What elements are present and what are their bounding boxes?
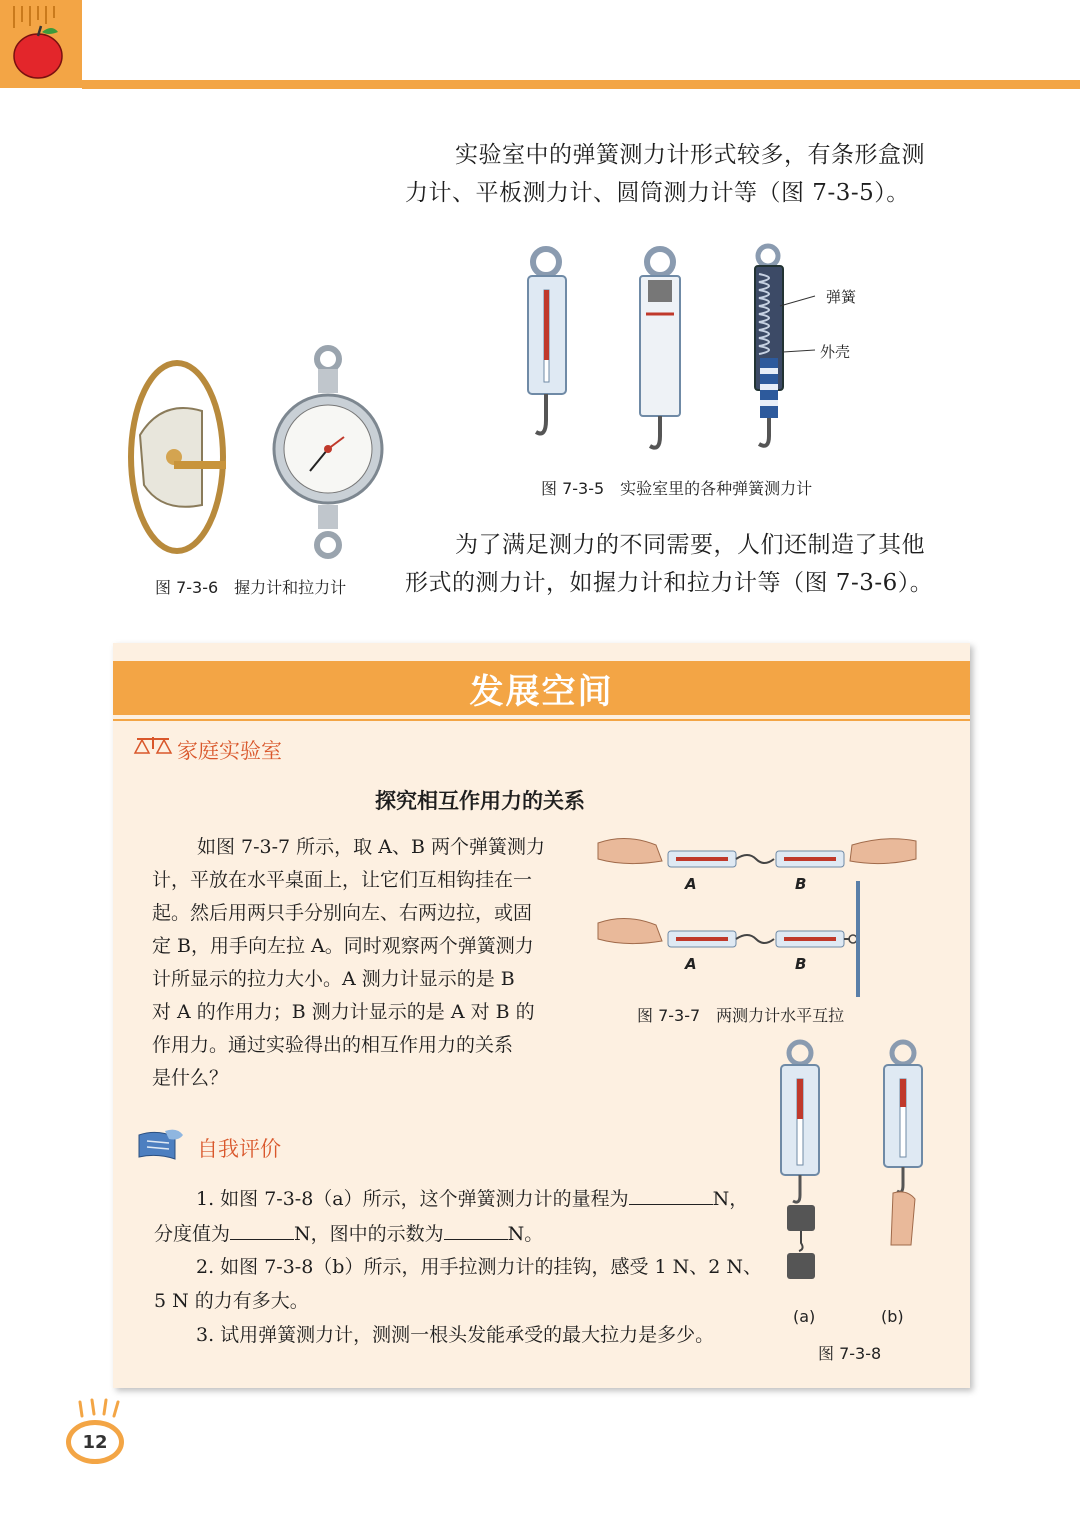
- experiment-line: 作用力。通过实验得出的相互作用力的关系: [152, 1034, 514, 1056]
- figure-7-3-8: [773, 1039, 943, 1309]
- box-spring-scale: [528, 249, 566, 434]
- plate-spring-scale: [640, 249, 680, 448]
- para2-line-1: 为了满足测力的不同需要，人们还制造了其他: [455, 532, 925, 558]
- intro-line-1: 实验室中的弹簧测力计形式较多，有条形盒测: [455, 142, 925, 168]
- para2-line-2: 形式的测力计，如握力计和拉力计等（图 7-3-6）。: [405, 570, 934, 596]
- q1-division-text: 分度值为: [154, 1223, 231, 1245]
- header-band: [82, 80, 1080, 89]
- fig-7-3-6-caption: 图 7-3-6 握力计和拉力计: [155, 578, 347, 597]
- header-corner-box: [0, 0, 82, 88]
- development-panel: [113, 643, 970, 1388]
- intro-line-2: 力计、平板测力计、圆筒测力计等（图 7-3-5）。: [405, 180, 910, 206]
- division-answer-blank[interactable]: [230, 1222, 294, 1240]
- experiment-title: 探究相互作用力的关系: [375, 789, 585, 813]
- experiment-line: 对 A 的作用力；B 测力计显示的是 A 对 B 的: [152, 1001, 535, 1023]
- question-2-line-2: 5 N 的力有多大。: [154, 1290, 309, 1312]
- sprout-icon: [72, 1398, 122, 1420]
- fig-7-3-5-caption: 图 7-3-5 实验室里的各种弹簧测力计: [541, 479, 813, 498]
- shell-label: 外壳: [820, 343, 851, 361]
- q1-text: 1. 如图 7-3-8（a）所示，这个弹簧测力计的量程为: [196, 1188, 629, 1210]
- self-eval-tag: 自我评价: [197, 1137, 281, 1161]
- book-icon: [135, 1127, 187, 1165]
- q1-end: N。: [507, 1223, 544, 1245]
- figure-7-3-7: [596, 831, 936, 1001]
- experiment-line: 起。然后用两只手分别向左、右两边拉，或固: [152, 902, 533, 924]
- spring-label: 弹簧: [826, 288, 857, 306]
- scale-pulled-by-hand: [884, 1042, 922, 1245]
- apple-icon: [0, 0, 82, 88]
- figure-7-3-6: [122, 345, 392, 565]
- label-a-bottom: A: [685, 955, 697, 973]
- panel-header: [113, 661, 970, 715]
- experiment-line: 计所显示的拉力大小。A 测力计显示的是 B: [152, 968, 515, 990]
- page-number: 12: [66, 1420, 124, 1464]
- question-1-line-1: [196, 1183, 748, 1216]
- panel-title: 发展空间: [469, 671, 614, 712]
- question-1-line-2: [154, 1218, 543, 1251]
- reading-answer-blank[interactable]: [444, 1222, 508, 1240]
- home-lab-tag: 家庭实验室: [177, 739, 282, 763]
- tension-dynamometer: [274, 348, 382, 556]
- label-a-top: A: [685, 875, 697, 893]
- fig-7-3-7-caption: 图 7-3-7 两测力计水平互拉: [637, 1006, 845, 1025]
- cylinder-spring-scale: [755, 246, 815, 446]
- experiment-body: [152, 831, 592, 1095]
- top-pull-setup: [598, 838, 916, 867]
- experiment-line: 如图 7-3-7 所示，取 A、B 两个弹簧测力: [197, 836, 545, 858]
- balance-icon: [133, 735, 173, 761]
- label-b-bottom: B: [795, 955, 807, 973]
- experiment-line: 计，平放在水平桌面上，让它们互相钩挂在一: [152, 869, 533, 891]
- grip-dynamometer: [131, 363, 226, 551]
- q1-unit: N，: [712, 1188, 749, 1210]
- fig-7-3-8-caption: 图 7-3-8: [818, 1344, 882, 1363]
- bottom-pull-setup: [598, 881, 860, 997]
- label-b-top: B: [795, 875, 807, 893]
- fig-7-3-8b-label: (b): [881, 1307, 904, 1326]
- fig-7-3-8a-label: (a): [793, 1307, 816, 1326]
- question-3: 3. 试用弹簧测力计，测测一根头发能承受的最大拉力是多少。: [196, 1324, 715, 1346]
- question-2-line-1: 2. 如图 7-3-8（b）所示，用手拉测力计的挂钩，感受 1 N、2 N、: [196, 1256, 763, 1278]
- panel-rule: [113, 719, 970, 721]
- experiment-line: 是什么？: [152, 1067, 229, 1089]
- experiment-line: 定 B，用手向左拉 A。同时观察两个弹簧测力: [152, 935, 534, 957]
- q1-reading-text: N，图中的示数为: [294, 1223, 444, 1245]
- scale-with-weights: [781, 1042, 819, 1279]
- range-answer-blank[interactable]: [629, 1187, 713, 1205]
